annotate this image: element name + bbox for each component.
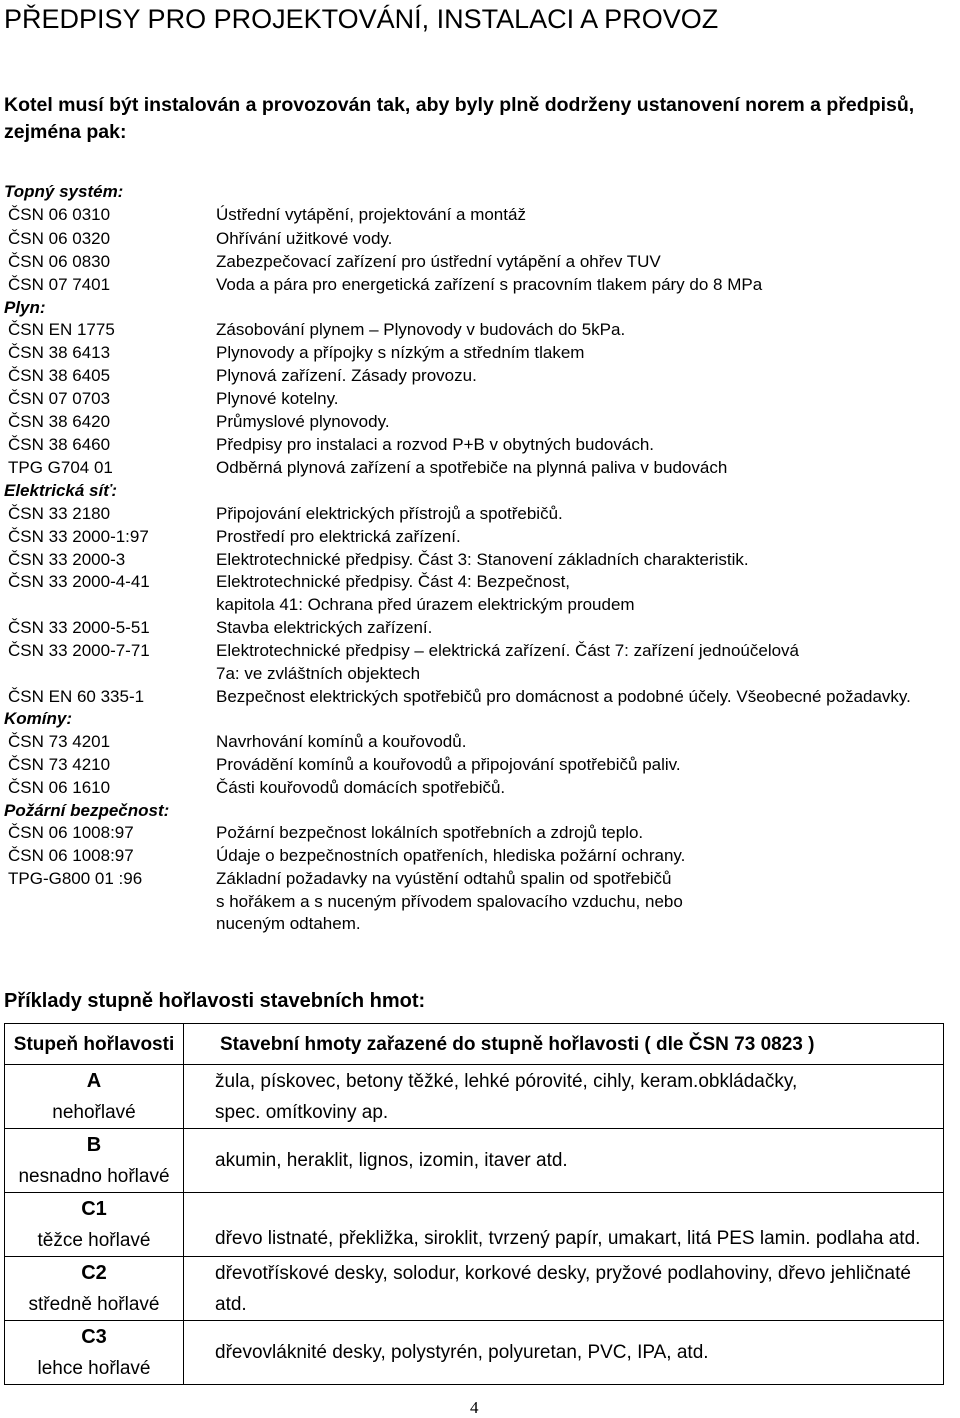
- materials-cell: [184, 1065, 944, 1129]
- standard-description: Navrhování komínů a kouřovodů.: [216, 732, 467, 751]
- materials-line: dřevo listnaté, překližka, siroklit, tvrzený papír, umakart, litá PES lamin. podlaha atd.: [215, 1228, 921, 1249]
- grade-code: C3: [81, 1325, 107, 1348]
- grade-code: C1: [81, 1197, 107, 1220]
- grade-cell: [5, 1129, 184, 1193]
- standard-code: ČSN 33 2000-7-71: [8, 641, 150, 660]
- grade-code: A: [86, 1069, 102, 1092]
- standard-code: TPG G704 01: [8, 458, 113, 477]
- standard-description: Voda a pára pro energetická zařízení s pracovním tlakem páry do 8 MPa: [216, 275, 763, 294]
- standard-description: Odběrná plynová zařízení a spotřebiče na plynná paliva v budovách: [216, 458, 728, 477]
- standard-description: Části kouřovodů domácích spotřebičů.: [216, 778, 506, 797]
- materials-cell: [184, 1193, 944, 1257]
- grade-code: B: [86, 1133, 102, 1156]
- standard-code: ČSN 38 6460: [8, 435, 111, 454]
- standard-code: ČSN 38 6420: [8, 412, 111, 431]
- grade-code: C2: [81, 1261, 107, 1284]
- flammability-table: [4, 1023, 944, 1385]
- grade-name: středně hořlavé: [28, 1293, 160, 1315]
- category-fire-safety: Požární bezpečnost:: [4, 801, 170, 820]
- standard-description: kapitola 41: Ochrana před úrazem elektrickým proudem: [216, 595, 635, 614]
- standard-code: ČSN 06 0310: [8, 205, 111, 224]
- header-grade: Stupeň hořlavosti: [5, 1024, 184, 1065]
- materials-cell: [184, 1257, 944, 1321]
- standard-code: ČSN 06 0830: [8, 252, 111, 271]
- standard-code: ČSN 33 2000-3: [8, 550, 126, 569]
- standard-code: ČSN 73 4201: [8, 732, 111, 751]
- table-row: [5, 1257, 944, 1321]
- grade-cell: [5, 1065, 184, 1129]
- materials-line: žula, pískovec, betony těžké, lehké pórovité, cihly, keram.obkládačky,: [215, 1070, 798, 1092]
- category-heating: Topný systém:: [4, 182, 124, 201]
- materials-cell: [184, 1129, 944, 1193]
- standard-description: Bezpečnost elektrických spotřebičů pro domácnost a podobné účely. Všeobecné požadavky.: [216, 687, 911, 706]
- standard-description: Plynové kotelny.: [216, 389, 339, 408]
- standard-description: Průmyslové plynovody.: [216, 412, 390, 431]
- table-row: [5, 1065, 944, 1129]
- standard-code: ČSN 06 1610: [8, 778, 111, 797]
- standard-code: TPG-G800 01 :96: [8, 869, 143, 888]
- standard-code: ČSN 33 2000-1:97: [8, 527, 149, 546]
- grade-cell: [5, 1257, 184, 1321]
- standard-code: ČSN 33 2000-5-51: [8, 618, 150, 637]
- category-electric: Elektrická síť:: [4, 481, 118, 500]
- standard-code: ČSN 06 1008:97: [8, 823, 134, 842]
- materials-line: atd.: [215, 1293, 247, 1315]
- page-title: PŘEDPISY PRO PROJEKTOVÁNÍ, INSTALACI A PROVOZ: [4, 4, 719, 34]
- standard-code: ČSN 38 6405: [8, 366, 111, 385]
- standard-description: Plynová zařízení. Zásady provozu.: [216, 366, 477, 385]
- standard-code: ČSN 06 1008:97: [8, 846, 134, 865]
- standard-description: Elektrotechnické předpisy. Část 3: Stanovení základních charakteristik.: [216, 550, 749, 569]
- standard-description: Prostředí pro elektrická zařízení.: [216, 527, 461, 546]
- standard-description: Zásobování plynem – Plynovody v budovách do 5kPa.: [216, 320, 626, 339]
- table-header-row: [5, 1024, 944, 1065]
- materials-line: akumin, heraklit, lignos, izomin, itaver atd.: [215, 1150, 568, 1171]
- standard-code: ČSN EN 1775: [8, 320, 115, 339]
- standard-description: Elektrotechnické předpisy – elektrická zařízení. Část 7: zařízení jednoúčelová: [216, 641, 800, 660]
- standard-description: Připojování elektrických přístrojů a spotřebičů.: [216, 504, 563, 523]
- materials-line: dřevotřískové desky, solodur, korkové desky, pryžové podlahoviny, dřevo jehličnaté: [215, 1262, 911, 1284]
- grade-name: lehce hořlavé: [37, 1357, 151, 1379]
- standard-code: ČSN 06 0320: [8, 229, 111, 248]
- standard-description: Ohřívání užitkové vody.: [216, 229, 393, 248]
- category-chimneys: Komíny:: [4, 709, 72, 728]
- standard-description: Provádění komínů a kouřovodů a připojování spotřebičů paliv.: [216, 755, 681, 774]
- page-number: 4: [470, 1398, 479, 1417]
- table-row: [5, 1321, 944, 1385]
- standard-code: ČSN 33 2000-4-41: [8, 572, 150, 591]
- header-materials: Stavební hmoty zařazené do stupně hořlavosti ( dle ČSN 73 0823 ): [184, 1024, 944, 1065]
- standard-description: 7a: ve zvláštních objektech: [216, 664, 421, 683]
- standard-code: ČSN 38 6413: [8, 343, 111, 362]
- standard-description: Ústřední vytápění, projektování a montáž: [216, 205, 526, 224]
- materials-cell: [184, 1321, 944, 1385]
- materials-line: dřevovláknité desky, polystyrén, polyuretan, PVC, IPA, atd.: [215, 1342, 709, 1363]
- materials-line: spec. omítkoviny ap.: [215, 1101, 389, 1123]
- intro-paragraph: Kotel musí být instalován a provozován tak, aby byly plně dodrženy ustanovení norem a předpisů, zejména pak:: [4, 94, 915, 143]
- standard-description: Stavba elektrických zařízení.: [216, 618, 433, 637]
- grade-cell: [5, 1193, 184, 1257]
- standard-code: ČSN 33 2180: [8, 504, 111, 523]
- grade-name: nesnadno hořlavé: [18, 1165, 170, 1187]
- standard-code: ČSN EN 60 335-1: [8, 687, 145, 706]
- standard-description: Zabezpečovací zařízení pro ústřední vytápění a ohřev TUV: [216, 252, 661, 271]
- table-row: [5, 1193, 944, 1257]
- standard-description: Požární bezpečnost lokálních spotřebních a zdrojů teplo.: [216, 823, 644, 842]
- examples-heading: Příklady stupně hořlavosti stavebních hmot:: [4, 990, 426, 1012]
- standard-description: Údaje o bezpečnostních opatřeních, hlediska požární ochrany.: [216, 846, 686, 865]
- standard-code: ČSN 73 4210: [8, 755, 111, 774]
- grade-name: těžce hořlavé: [37, 1229, 151, 1251]
- standard-description: Předpisy pro instalaci a rozvod P+B v obytných budovách.: [216, 435, 654, 454]
- category-gas: Plyn:: [4, 298, 46, 317]
- standard-description: s hořákem a s nuceným přívodem spalovacího vzduchu, nebo: [216, 892, 683, 911]
- grade-name: nehořlavé: [52, 1101, 136, 1123]
- standard-code: ČSN 07 7401: [8, 275, 111, 294]
- grade-cell: [5, 1321, 184, 1385]
- standard-description: nuceným odtahem.: [216, 914, 361, 933]
- standard-description: Základní požadavky na vyústění odtahů spalin od spotřebičů: [216, 869, 672, 888]
- standard-description: Elektrotechnické předpisy. Část 4: Bezpečnost,: [216, 572, 571, 591]
- table-row: [5, 1129, 944, 1193]
- standard-code: ČSN 07 0703: [8, 389, 111, 408]
- standard-description: Plynovody a přípojky s nízkým a středním tlakem: [216, 343, 585, 362]
